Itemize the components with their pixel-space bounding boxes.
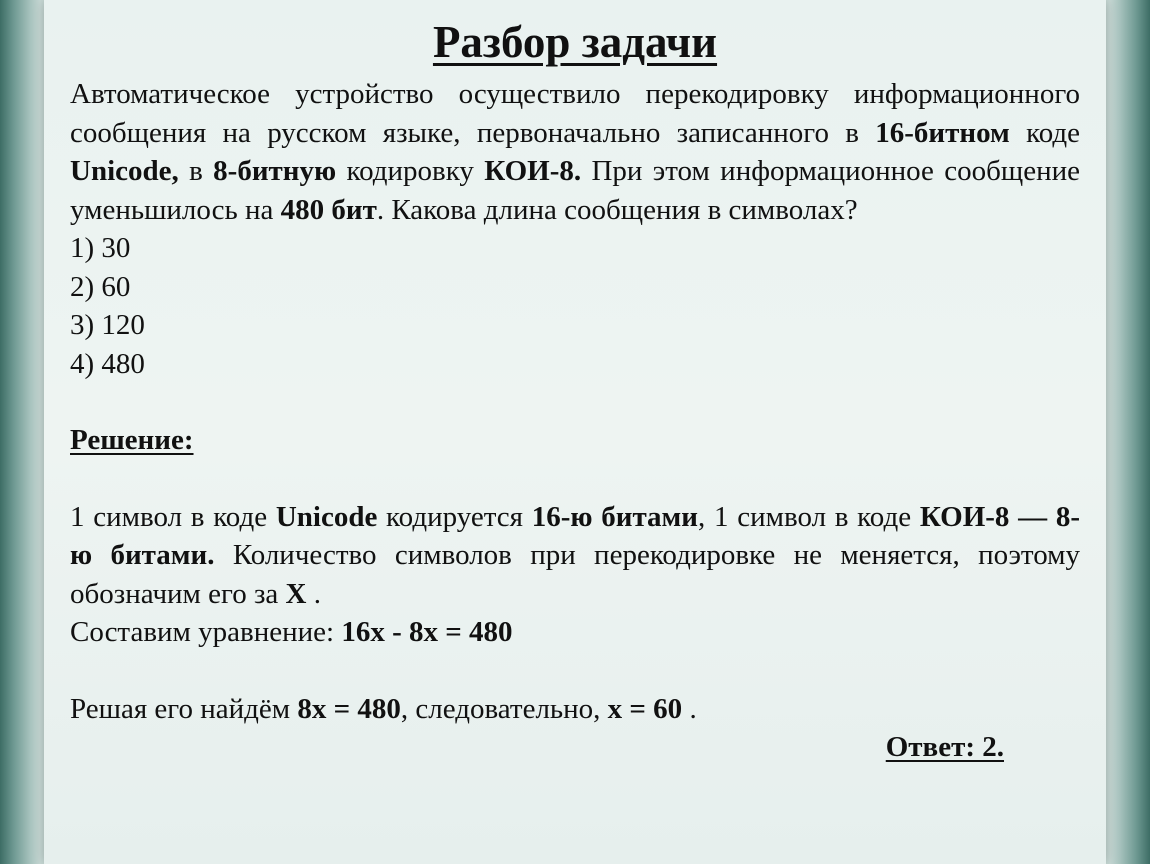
equation-line: Составим уравнение: 16x - 8x = 480 bbox=[70, 616, 513, 648]
spacer bbox=[70, 383, 1080, 421]
answer-option-2: 2) 60 bbox=[70, 270, 131, 303]
answer-option-4: 4) 480 bbox=[70, 347, 145, 380]
final-answer: Ответ: 2. bbox=[885, 731, 1004, 763]
slide-title: Разбор задачи bbox=[432, 17, 718, 67]
solution-paragraph-1: 1 символ в коде Unicode кодируется 16-ю битами, 1 символ в коде КОИ-8 — 8-ю битами. Количество символов при перекодировке не меняется, поэтому обозначим его за X . bbox=[70, 500, 1081, 610]
solution-heading: Решение: bbox=[70, 424, 194, 456]
solution-result: Решая его найдём 8x = 480, следовательно, x = 60 . bbox=[70, 692, 697, 725]
slide-content bbox=[70, 75, 1080, 767]
answer-options bbox=[70, 229, 1080, 383]
spacer bbox=[70, 460, 1080, 498]
problem-statement: Автоматическое устройство осуществило перекодировку информационного сообщения на русском языке, первоначально записанного в 16-битном коде Unicode, в 8-битную кодировку КОИ-8. При этом информационное сообщение уменьшилось на 480 бит. Какова длина сообщения в символах? bbox=[70, 78, 1080, 226]
answer-option-1: 1) 30 bbox=[70, 232, 131, 264]
spacer bbox=[70, 652, 1080, 690]
answer-option-3: 3) 120 bbox=[70, 309, 145, 341]
